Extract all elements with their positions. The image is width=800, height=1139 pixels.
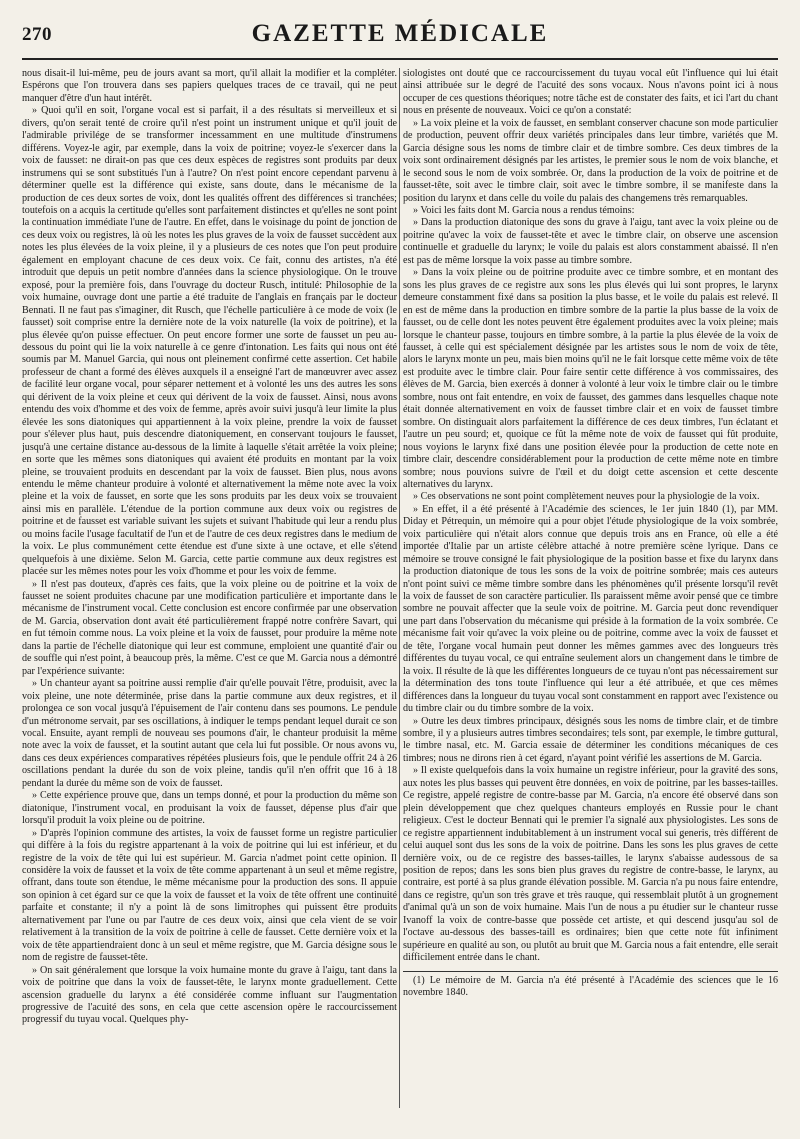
paragraph: » Voici les faits dont M. Garcia nous a rendus témoins: (413, 204, 635, 216)
footnote-separator (403, 971, 778, 972)
journal-title: GAZETTE MÉDICALE (251, 20, 549, 47)
left-column (22, 68, 397, 1108)
paragraph: » On sait généralement que lorsque la voix humaine monte du grave à l'aigu, tant dans la voix de poitrine que dans la voix de fausset-tête, le larynx monte graduellement. Cette ascension graduelle du larynx a été considérée comme influant sur l'augmentation progressive de l'acuité des sons, en cela que cette ascension opère le raccourcissement progressif du tuyau vocal. Quelques phy- (22, 964, 397, 1026)
paragraph: » Il existe quelquefois dans la voix humaine un registre inférieur, pour la gravité des sons, aux notes les plus basses qui peuvent être données, en voix de poitrine, par les basses-tailles. Ce registre, appelé registre de contre-basse par M. Garcia, n'a encore été observé dans son plein développement que chez quelques chanteurs employés en Russie pour le chant religieux. C'est le docteur Bennati qui le premier l'a signalé aux physiologistes. Les sons de ce registre appartiennent indubitablement à un instrument vocal sui generis, très différent de celui auquel sont dus les sons de la voix de poitrine. Dans les sons les plus graves de cette dernière voix, ou de ce registre des basses-tailles, le larynx s'abaisse audessous de sa position de repos; dans les sons bien plus graves du registre de contre-basse, le larynx, au contraire, est porté à sa plus grande élévation possible. M. Garcia n'a pu nous faire entendre, dans ce registre, qu'un son très grave et très rauque, qui ressemblait plutôt à un grognement d'animal qu'à un son de voix humaine. Mais l'un de nous a pu étudier sur le chanteur russe Ivanoff la voix de contre-basse que possède cet artiste, et qui descend jusqu'au sol de l'octave au-dessous des basses-taill es ordinaires; bien que cette note fût infiniment supérieure en qualité au son, ou plutôt au bruit que M. Garcia nous a fait entendre, elle serait difficilement entrée dans le chant. (403, 765, 778, 964)
paragraph: » Quoi qu'il en soit, l'organe vocal est si parfait, il a des résultats si merveilleux et si divers, qu'on serait tenté de croire qu'il n'est point un instrument unique et qu'il jouit de l'admirable privilége de se transformer incessamment en une multitude d'instrumens différens. Voyez-le agir, par exemple, dans la voix de poitrine; voyez-le s'exercer dans la voix de fausset: ne dirait-on pas que ces deux espèces de registres sont produits par deux instrumens qui se sont substitués l'un à l'autre? On n'est point encore cependant parvenu à déterminer quelle est la différence qui existe, sans doute, dans le mécanisme de la production de ces deux sortes de voix, dont les qualités offrent des différences si tranchées; toutefois on a acquis la certitude qu'elles sont parfaitement distinctes et qu'elles ne sont point la continuation immédiate l'une de l'autre. En effet, dans le voisinage du point de jonction de ces deux voix ou registres, là où les notes les plus graves de la voix de fausset succèdent aux notes les plus élevées de la voix pleine, il y a plusieurs de ces notes que l'on peut produire également en employant chacune de ces deux voix. Ce fait, connu des artistes, n'a été introduit que depuis un petit nombre d'années dans la science physiologique. On le trouve exposé, pour la première fois, dans l'ouvrage du docteur Rusch, intitulé: Philosophie de la voix humaine, ouvrage dont une partie a été traduite de l'anglais en français par le docteur Bennati. Il ne faut pas s'imaginer, dit Rusch, que l'échelle particulière à ce mode de voix (le fausset) soit comprise entre la dernière note de la voix naturelle (la voix de poitrine), et la plus élevée qu'on puisse effectuer. On peut encore former une sorte de fausset un peu au-dessous du point qui lie la voix naturelle à ce genre d'intonation. Les faits qui nous ont été soumis par M. Manuel Garcia, qui nous ont pleinement confirmé cette assertion. Cet habile professeur de chant a formé des élèves auxquels il a enseigné l'art de manœuvrer avec assez de facilité leur organe vocal, pour séparer nettement et à volonté les uns des autres les sons qui dérivent de la voix pleine et ceux qui dérivent de la voix de fausset. Ainsi, nous avons entendu des voix d'homme et des voix de femme, après avoir suivi jusqu'à leur limite la plus élevée les sons diatoniques qui appartiennent à la voix pleine, prendre la voix de fausset pour s'élever plus haut, puis descendre diatoniquement, en conservant toujours le fausset, jusqu'à une certaine distance au-dessous de la limite à laquelle s'était arrêtée la voix pleine; en sorte que les mêmes sons diatoniques qui avaient été produits en montant par la voix pleine, se trouvaient produits en descendant par la voix de fausset. Bien plus, nous avons entendu le même chanteur produire à volonté et alternativement la même note avec la voix pleine et la voix de fausset, en sorte que les sons produits par les deux voix se trouvaient ainsi mis en parallèle. L'étendue de la portion commune aux deux voix ou registres de poitrine et de fausset est variable suivant les sujets et suivant l'habitude qui leur a rendu plus ou moins facile l'usage facultatif de l'un et de l'autre de ces deux registres dans le medium de la voix. Le plus communément cette étendue est d'une sixte à une octave, et elle s'étend quelquefois à une dixième. Selon M. Garcia, cette partie commune aux deux registres est placée sur les mêmes notes pour les voix d'homme et pour les voix de femme. (22, 105, 397, 578)
paragraph: » D'après l'opinion commune des artistes, la voix de fausset forme un registre particulier qui diffère à la fois du registre appartenant à la voix de poitrine qui lui est inférieur, et du registre de la voix de tête qui lui est supérieur. M. Garcia n'admet point cette opinion. Il considère la voix de fausset et la voix de tête comme appartenant à un seul et même registre, offrant, dans toute son étendue, le même mécanisme pour la production des sons. Il appuie son opinion à cet égard sur ce que la voix de fausset et la voix de tête offrent une continuité parfaite et constante; il n'y a point là de sons limitrophes qui puissent être produits alternativement par l'une ou par l'autre de ces deux voix, ainsi que cela vient de se voir relativement à la transition de la voix de poitrine à celle de fausset. Cette dernière voix et la voix de tête appartiendraient donc à un seul et même registre, que M. Garcia désigne sous le nom de registre de fausset-tête. (22, 827, 397, 964)
paragraph: » La voix pleine et la voix de fausset, en semblant conserver chacune son mode particulier de production, peuvent offrir deux variétés principales dans leur timbre, variétés que M. Garcia désigne sous les noms de timbre clair et de timbre sombre. Ces deux timbres de la voix sont ordinairement désignés par les artistes, le premier sous le nom de voix blanche, et le second sous le nom de voix sombrée. Or, dans la production de la voix de poitrine et de fausset-tête, soit avec le timbre clair, soit avec le timbre sombre, il se manifeste dans la position du larynx et dans celle du voile du palais des changemens très remarquables. (403, 117, 778, 204)
paragraph: » Un chanteur ayant sa poitrine aussi remplie d'air qu'elle pouvait l'être, produisit, avec la voix pleine, une note déterminée, prise dans la partie commune aux deux registres, et il prolongea ce son vocal jusqu'à l'épuisement de l'air contenu dans ses poumons. Le pendule d'un métronome servait, par ses oscillations, à indiquer le temps pendant lequel durait ce son vocal. Ensuite, ayant rempli de nouveau ses poumons d'air, le chanteur produisit la même note avec la voix de fausset, et la soutint autant que cela lui fut possible. Or nous avons vu, dans ces deux expériences comparatives répétées plusieurs fois, que le pendule offrit 24 à 26 oscillations pendant la durée du son de voix pleine, tandis qu'il n'en offrit que 16 à 18 pendant la durée du même son de voix de fausset. (22, 678, 397, 789)
column-rule (399, 68, 400, 1108)
paragraph: » Dans la production diatonique des sons du grave à l'aigu, tant avec la voix pleine ou de poitrine qu'avec la voix de fausset-tête et avec le timbre clair, on observe une ascension continuelle et graduelle du larynx; le voile du palais est alors constamment abaissé. Il n'en est pas de même lorsque la voix passe au timbre sombre. (403, 217, 778, 266)
paragraph: » Outre les deux timbres principaux, désignés sous les noms de timbre clair, et de timbre sombre, il y a plusieurs autres timbres secondaires; tels sont, par exemple, le timbre guttural, le timbre nasal, etc. M. Garcia essaie de déterminer les conditions mécaniques de ces timbres; nous ne dirons rien à cet égard, n'ayant point vérifié les assertions de M. Garcia. (403, 715, 778, 764)
paragraph: » Il n'est pas douteux, d'après ces faits, que la voix pleine ou de poitrine et la voix de fausset ne soient produites chacune par une modification particulière et importante dans le mécanisme de l'instrument vocal. Cette conclusion est encore confirmée par une observation de M. Garcia, observation dont avait été particulièrement frappé notre confrère Savart, qui en fut témoin comme nous. La voix pleine et la voix de fausset, pour produire la même note dans la partie de l'échelle diatonique qui leur est commune, emploient une quantité d'air ou de souffle qui n'est point, à beaucoup près, la même. C'est ce que M. Garcia nous a démontré par l'expérience suivante: (22, 578, 397, 677)
paragraph: siologistes ont douté que ce raccourcissement du tuyau vocal eût l'influence qui lui était ainsi attribuée sur le degré de l'acuité des sons vocaux. Nous n'avons point ici à nous occuper de ces questions théoriques; notre tâche est de constater des faits, et ici l'art du chant nous en présente de nouveaux. Voici ce qu'on a constaté: (403, 68, 778, 117)
paragraph: » Ces observations ne sont point complètement neuves pour la physiologie de la voix. (413, 491, 760, 503)
article-body (22, 68, 778, 1108)
page-number: 270 (22, 24, 52, 45)
paragraph: nous disait-il lui-même, peu de jours avant sa mort, qu'il allait la modifier et la compléter. Espérons que l'on trouvera dans ses papiers quelques traces de ce travail, qui ne peut manquer d'être d'un haut intérêt. (22, 68, 397, 104)
paragraph: » Dans la voix pleine ou de poitrine produite avec ce timbre sombre, et en montant des sons les plus graves de ce registre aux sons les plus élevés qui lui sont propres, le larynx demeure constamment fixé dans sa position la plus basse, et le voile du palais est relevé. Il en est de même dans la production en timbre sombre de la partie la plus basse de la voix de fausset, ou de celle dont les notes peuvent être également produites avec la voix pleine; mais lorsque le chanteur passe, toujours en timbre sombre, à la partie la plus élevée de la voix de fausset, à celle qui est spécialement désignée par les artistes sous le nom de voix de tête, alors le larynx monte un peu, mais bien moins qu'il ne le fait lorsque cette même voix de tête est produite avec le timbre clair. Pour faire sentir cette différence à vos commissaires, des élèves de M. Garcia, bien exercés à donner à volonté à leur voix le timbre clair ou le timbre sombre, nous ont fait entendre, en voix de fausset, des gammes dans lesquelles chaque note était donnée alternativement en voix de fausset timbre clair et en voix de fausset timbre sombre. On distinguait alors parfaitement la différence de ces deux timbres, l'un éclatant et l'autre un peu sourd; et, quoique ce fût la même note de voix de fausset qui fût produite, nous voyions le larynx fixé dans une position élevée pour la production de cette note en timbre clair, descendre considérablement pour la production de cette même note en timbre sombre; nous pouvions suivre de l'œil et du doigt cette ascension et cette descente alternatives du larynx. (403, 267, 778, 490)
footnote: (1) Le mémoire de M. Garcia n'a été présenté à l'Académie des sciences que le 16 novembre 1840. (403, 974, 778, 999)
paragraph: » Cette expérience prouve que, dans un temps donné, et pour la production du même son diatonique, l'instrument vocal, en produisant la voix de fausset, dépense plus d'air que lorsqu'il produit la voix pleine ou de poitrine. (22, 790, 397, 827)
page-header (22, 18, 778, 60)
paragraph: » En effet, il a été présenté à l'Académie des sciences, le 1er juin 1840 (1), par MM. Diday et Pétrequin, un mémoire qui a pour objet l'étude physiologique de la voix sombrée, voix particulière qui n'était alors connue que depuis trois ans en France, où elle a été importée d'Italie par un artiste célèbre attaché à notre première scène lyrique. Dans ce mémoire se trouve consigné le fait physiologique de la position basse et fixe du larynx dans la production diatonique de tous les sons de la voix de poitrine sombrée; mais ces auteurs n'ont point suivi ce même timbre sombre dans les phénomènes qu'il présente lorsqu'il revêt la voix de fausset de son caractère particulier. Ils paraissent même avoir pensé que ce timbre sombre ne pouvait affecter que la seule voix de poitrine. M. Garcia peut donc revendiquer une part dans l'observation du mécanisme qui préside à la formation de la voix sombrée. Ce mécanisme fait voir qu'avec la voix pleine ou de poitrine, comme avec la voix de fausset et de tête, l'organe vocal humain peut donner les mêmes gammes avec des longueurs très différentes du tuyau vocal, ce qui entraîne seulement alors un changement dans le timbre de la voix. Il résulte de là que les différentes longueurs de ce tuyau n'ont pas nécessairement sur la détermination des tons toute l'influence qui leur a été attribuée, et que ces mêmes différences dans la longueur du tuyau vocal sont constamment en rapport avec l'existence ou du timbre clair ou du timbre sombre de la voix. (403, 503, 778, 715)
right-column (403, 68, 778, 1108)
